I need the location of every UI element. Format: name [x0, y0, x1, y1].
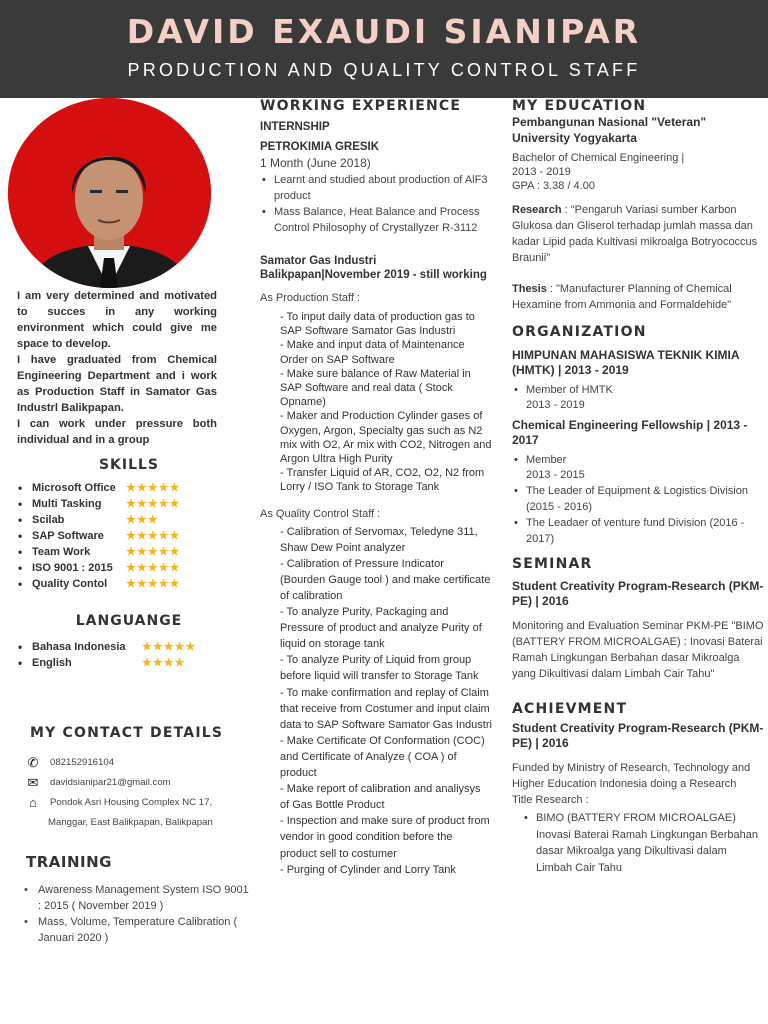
- achievement-item: • BIMO (BATTERY FROM MICROALGAE) Inovasi Baterai Ramah Lingkungan Berbahan dasar Mikroalga yang Dikultivasi dalam Limbah Cair Tahu: [522, 810, 764, 876]
- star-rating-icon: ★★★★★: [126, 546, 181, 558]
- education-years: 2013 - 2019: [512, 166, 571, 178]
- seminar-text: Monitoring and Evaluation Seminar PKM-PE "BIMO (BATTERY FROM MICROALGAE) : Inovasi Baterai Ramah Lingkungan Berbahan dasar Mikroalga yang Dikultivasi dalam Limbah Cair Tahu": [512, 620, 764, 680]
- experience-heading: WORKING EXPERIENCE: [260, 98, 462, 114]
- role-item: • Member: [512, 453, 764, 468]
- summary-paragraph: I can work under pressure both individual and in a group: [17, 418, 217, 446]
- organization-name: Chemical Engineering Fellowship | 2013 - 2017: [512, 418, 748, 447]
- language-list: [18, 639, 238, 671]
- language-item: • Bahasa Indonesia ★★★★★: [18, 639, 238, 655]
- training-item: • Mass, Volume, Temperature Calibration ( Januari 2020 ): [22, 914, 252, 946]
- profile-summary: [17, 288, 217, 448]
- duty-item: - Calibration of Pressure Indicator (Bourden Gauge tool ) and make certificate of calibration: [280, 557, 491, 603]
- summary-paragraph: I have graduated from Chemical Engineering Department and i work as Production Staff in Samator Gas Industrl Balikpapan.: [17, 354, 217, 414]
- right-column: [512, 98, 764, 876]
- skill-item: • ISO 9001 : 2015 ★★★★★: [18, 560, 218, 576]
- profile-photo: [8, 98, 211, 288]
- duty-item: - Make report of calibration and analiysys of Gas Bottle Product: [280, 783, 481, 812]
- organization-roles: [512, 383, 764, 413]
- degree: Bachelor of Chemical Engineering |: [512, 152, 685, 164]
- organization-roles: [512, 453, 764, 547]
- duty-item: - Make and input data of Maintenance Order on SAP Software: [280, 339, 465, 366]
- star-rating-icon: ★★★★★: [126, 578, 181, 590]
- language-heading: LANGUANGE: [75, 613, 183, 629]
- duty-item: - To input daily data of production gas to SAP Software Samator Gas Industri: [280, 311, 475, 338]
- duty-item: - Purging of Cylinder and Lorry Tank: [280, 863, 456, 876]
- skill-item: • Quality Contol ★★★★★: [18, 576, 218, 592]
- header-banner: [0, 0, 768, 98]
- person-illustration: [8, 98, 211, 288]
- research-info: Research : "Pengaruh Variasi sumber Karbon Glukosa dan Gliserol terhadap jumlah massa dan kadar Lipid pada Kultivasi mikroalga Botryococcus Braunii": [512, 204, 758, 264]
- training-list: [22, 882, 252, 946]
- qc-label: As Quality Control Staff :: [260, 507, 381, 520]
- achievement-text: Funded by Ministry of Research, Technology and Higher Education Indonesia doing a Research: [512, 762, 751, 790]
- candidate-name: DAVID EXAUDI SIANIPAR: [126, 12, 642, 51]
- university-name: Pembangunan Nasional "Veteran" University Yogyakarta: [512, 115, 707, 145]
- star-rating-icon: ★★★: [126, 514, 159, 526]
- phone-icon: ✆: [27, 755, 39, 770]
- skill-item: • Scilab ★★★: [18, 512, 218, 528]
- bullet-item: • Mass Balance, Heat Balance and Process Control Philosophy of Crystallyzer R-3112: [260, 204, 492, 236]
- seminar-title: Student Creativity Program-Research (PKM-PE) | 2016: [512, 579, 764, 608]
- role-item: • Member of HMTK: [512, 383, 764, 398]
- duty-item: - Make Certificate Of Conformation (COC) and Certificate of Analyze ( COA ) of product: [280, 734, 485, 780]
- company-name: PETROKIMIA GRESIK: [260, 141, 380, 153]
- role-years: 2013 - 2019: [526, 399, 585, 411]
- skill-item: • SAP Software ★★★★★: [18, 528, 218, 544]
- language-item: • English ★★★★: [18, 655, 238, 671]
- star-rating-icon: ★★★★★: [126, 498, 181, 510]
- contact-heading: MY CONTACT DETAILS: [30, 725, 224, 741]
- production-label: As Production Staff :: [260, 292, 361, 304]
- duty-item: - To make confirmation and replay of Claim that receive from Costumer and input claim data to SAP Software Samator Gas Industri: [280, 686, 492, 731]
- organization-name: HIMPUNAN MAHASISWA TEKNIK KIMIA (HMTK) | 2013 - 2019: [512, 348, 740, 377]
- job-title: PRODUCTION AND QUALITY CONTROL STAFF: [127, 60, 641, 80]
- contact-address-line2: Manggar, East Balikpapan, Balikpapan: [48, 817, 213, 828]
- role-item: • The Leadaer of venture fund Division (2016 - 2017): [512, 515, 764, 547]
- achievement-heading: ACHIEVMENT: [512, 701, 628, 717]
- training-item: • Awareness Management System ISO 9001 : 2015 ( November 2019 ): [22, 882, 252, 914]
- star-rating-icon: ★★★★★: [126, 530, 181, 542]
- star-rating-icon: ★★★★: [142, 657, 186, 669]
- seminar-heading: SEMINAR: [512, 556, 593, 572]
- envelope-icon: ✉: [27, 775, 39, 790]
- duty-item: - Inspection and make sure of product from vendor in good condition before the product sell to costumer: [280, 815, 490, 860]
- skills-list: [18, 480, 218, 592]
- experience-section: [260, 98, 492, 878]
- gpa: GPA : 3.38 / 4.00: [512, 180, 595, 192]
- achievement-list: [512, 810, 764, 876]
- contact-details: [24, 754, 254, 832]
- research-title-label: Title Research :: [512, 794, 589, 806]
- star-rating-icon: ★★★★★: [142, 641, 197, 653]
- skill-item: • Team Work ★★★★★: [18, 544, 218, 560]
- role-item: • The Leader of Equipment & Logistics Division (2015 - 2016): [512, 483, 764, 515]
- production-duties: [260, 310, 492, 495]
- home-icon: ⌂: [29, 795, 37, 810]
- star-rating-icon: ★★★★★: [126, 482, 181, 494]
- duty-item: - Transfer Liquid of AR, CO2, O2, N2 from Lorry / ISO Tank to Storage Tank: [280, 467, 485, 494]
- bullet-item: • Learnt and studied about production of AlF3 product: [260, 172, 492, 204]
- internship-label: INTERNSHIP: [260, 121, 330, 133]
- thesis-info: Thesis : "Manufacturer Planning of Chemical Hexamine from Ammonia and Formaldehide": [512, 283, 732, 311]
- duty-item: - Make sure balance of Raw Material in SAP Software and real data ( Stock Opname): [280, 367, 471, 409]
- star-rating-icon: ★★★★★: [126, 562, 181, 574]
- contact-email: ✉ davidsianipar21@gmail.com: [24, 774, 254, 794]
- duty-item: - Calibration of Servomax, Teledyne 311, Shaw Dew Point analyzer: [280, 525, 478, 554]
- duty-item: - To analyze Purity of Liquid from group before liquid will transfer to Storage Tank: [280, 654, 479, 683]
- skills-heading: SKILLS: [98, 457, 160, 473]
- skill-item: • Microsoft Office ★★★★★: [18, 480, 218, 496]
- education-heading: MY EDUCATION: [512, 98, 647, 114]
- skill-item: • Multi Tasking ★★★★★: [18, 496, 218, 512]
- internship-period: 1 Month (June 2018): [260, 156, 371, 170]
- contact-phone: ✆ 082152916104: [24, 754, 254, 774]
- duty-item: - Maker and Production Cylinder gases of Oxygen, Argon, Specialty gas such as N2 mix with O2, Ar mix with CO2, Nitrogen and Argon Ultra High Purity: [280, 410, 492, 466]
- company-name: Samator Gas Industri Balikpapan|November 2019 - still working: [260, 255, 487, 281]
- contact-address: ⌂ Pondok Asri Housing Complex NC 17,: [24, 794, 254, 814]
- summary-paragraph: I am very determined and motivated to succes in any working environment which could give me space to develop.: [17, 290, 217, 350]
- duty-item: - To analyze Purity, Packaging and Pressure of product and analyze Purity of liquid on storage tank: [280, 606, 482, 651]
- internship-bullets: [260, 172, 492, 236]
- achievement-title: Student Creativity Program-Research (PKM-PE) | 2016: [512, 721, 764, 750]
- organization-heading: ORGANIZATION: [512, 324, 647, 340]
- training-heading: TRAINING: [26, 853, 112, 871]
- qc-duties: [260, 524, 492, 878]
- role-years: 2013 - 2015: [526, 469, 585, 481]
